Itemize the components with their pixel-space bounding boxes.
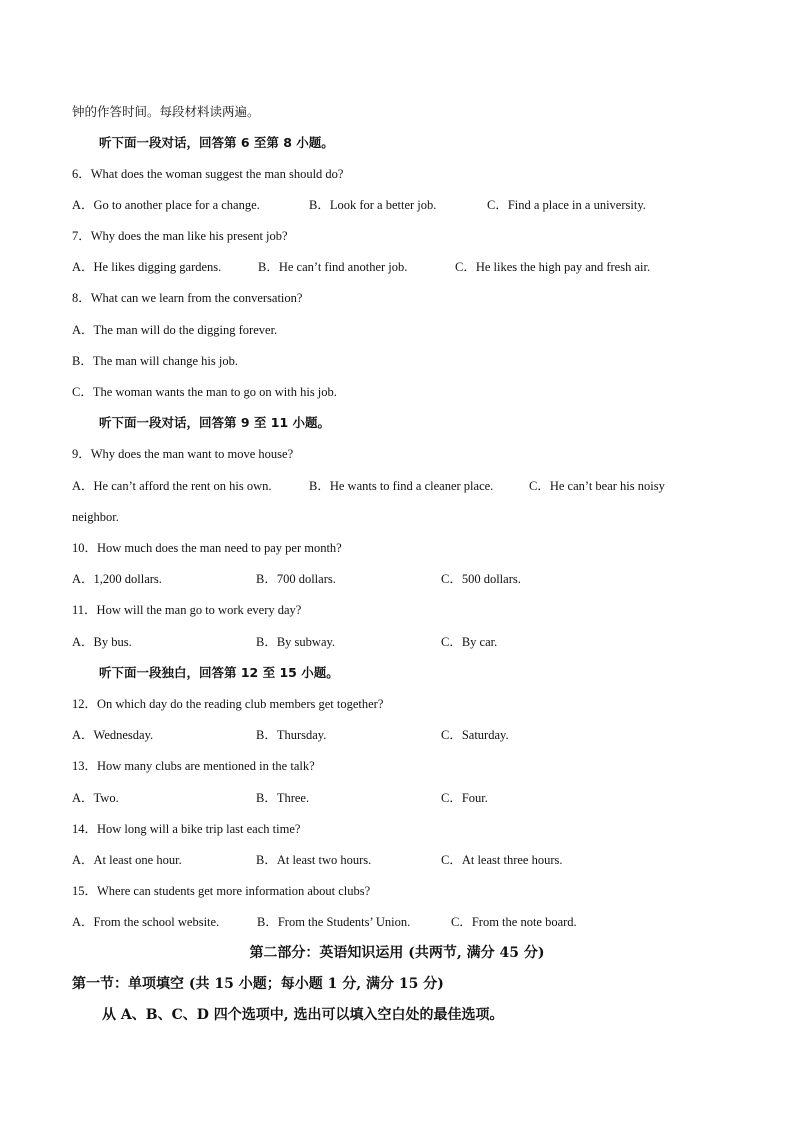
question-11-option-b: B．By subway. xyxy=(256,635,336,649)
question-7-option-b: B．He can’t find another job. xyxy=(258,260,408,274)
section-one-title: 第一节：单项填空 (共 15 小题；每小题 1 分, 满分 15 分) xyxy=(72,976,444,992)
question-7-option-a: A．He likes digging gardens. xyxy=(72,260,222,274)
question-10-stem: 10．How much does the man need to pay per month? xyxy=(72,541,342,555)
question-15-option-c: C．From the note board. xyxy=(451,915,577,929)
question-14-stem: 14．How long will a bike trip last each time? xyxy=(72,822,301,836)
part-two-title: 第二部分：英语知识运用 (共两节, 满分 45 分) xyxy=(249,945,545,961)
question-15-option-b: B．From the Students’ Union. xyxy=(257,915,411,929)
question-10-option-b: B．700 dollars. xyxy=(256,572,336,586)
question-7-option-c: C．He likes the high pay and fresh air. xyxy=(455,260,651,274)
question-9-option-b: B．He wants to find a cleaner place. xyxy=(309,479,494,493)
question-12-stem: 12．On which day do the reading club members get together? xyxy=(72,697,384,711)
question-13-option-a: A．Two. xyxy=(72,791,119,805)
question-9-option-c: C．He can’t bear his noisy xyxy=(529,479,665,493)
section-heading-6-8: 听下面一段对话，回答第 6 至第 8 小题。 xyxy=(99,135,334,150)
question-8-option-c: C．The woman wants the man to go on with his job. xyxy=(72,385,337,399)
question-10-option-c: C．500 dollars. xyxy=(441,572,521,586)
question-15-option-a: A．From the school website. xyxy=(72,915,220,929)
question-9-option-c-continued: neighbor. xyxy=(72,510,119,524)
question-12-option-c: C．Saturday. xyxy=(441,728,509,742)
question-13-stem: 13．How many clubs are mentioned in the talk? xyxy=(72,759,315,773)
question-14-option-c: C．At least three hours. xyxy=(441,853,563,867)
question-15-stem: 15．Where can students get more information about clubs? xyxy=(72,884,371,898)
question-11-option-a: A．By bus. xyxy=(72,635,132,649)
question-11-stem: 11．How will the man go to work every day? xyxy=(72,603,302,617)
question-12-option-a: A．Wednesday. xyxy=(72,728,154,742)
intro-tail-text: 钟的作答时间。每段材料读两遍。 xyxy=(72,104,260,119)
question-8-option-a: A．The man will do the digging forever. xyxy=(72,323,278,337)
question-10-option-a: A．1,200 dollars. xyxy=(72,572,162,586)
question-6-option-c: C．Find a place in a university. xyxy=(487,198,646,212)
question-11-option-c: C．By car. xyxy=(441,635,498,649)
question-13-option-b: B．Three. xyxy=(256,791,310,805)
question-13-option-c: C．Four. xyxy=(441,791,488,805)
question-14-option-b: B．At least two hours. xyxy=(256,853,372,867)
question-9-stem: 9．Why does the man want to move house? xyxy=(72,447,294,461)
section-one-instruction: 从 A、B、C、D 四个选项中, 选出可以填入空白处的最佳选项。 xyxy=(102,1007,504,1023)
question-7-stem: 7．Why does the man like his present job? xyxy=(72,229,288,243)
section-heading-12-15: 听下面一段独白，回答第 12 至 15 小题。 xyxy=(99,665,339,680)
question-6-option-a: A．Go to another place for a change. xyxy=(72,198,260,212)
question-12-option-b: B．Thursday. xyxy=(256,728,327,742)
question-6-option-b: B．Look for a better job. xyxy=(309,198,437,212)
section-heading-9-11: 听下面一段对话，回答第 9 至 11 小题。 xyxy=(99,415,331,430)
question-8-option-b: B．The man will change his job. xyxy=(72,354,238,368)
question-8-stem: 8．What can we learn from the conversation? xyxy=(72,291,303,305)
question-14-option-a: A．At least one hour. xyxy=(72,853,182,867)
question-6-stem: 6．What does the woman suggest the man should do? xyxy=(72,167,344,181)
question-9-option-a: A．He can’t afford the rent on his own. xyxy=(72,479,272,493)
